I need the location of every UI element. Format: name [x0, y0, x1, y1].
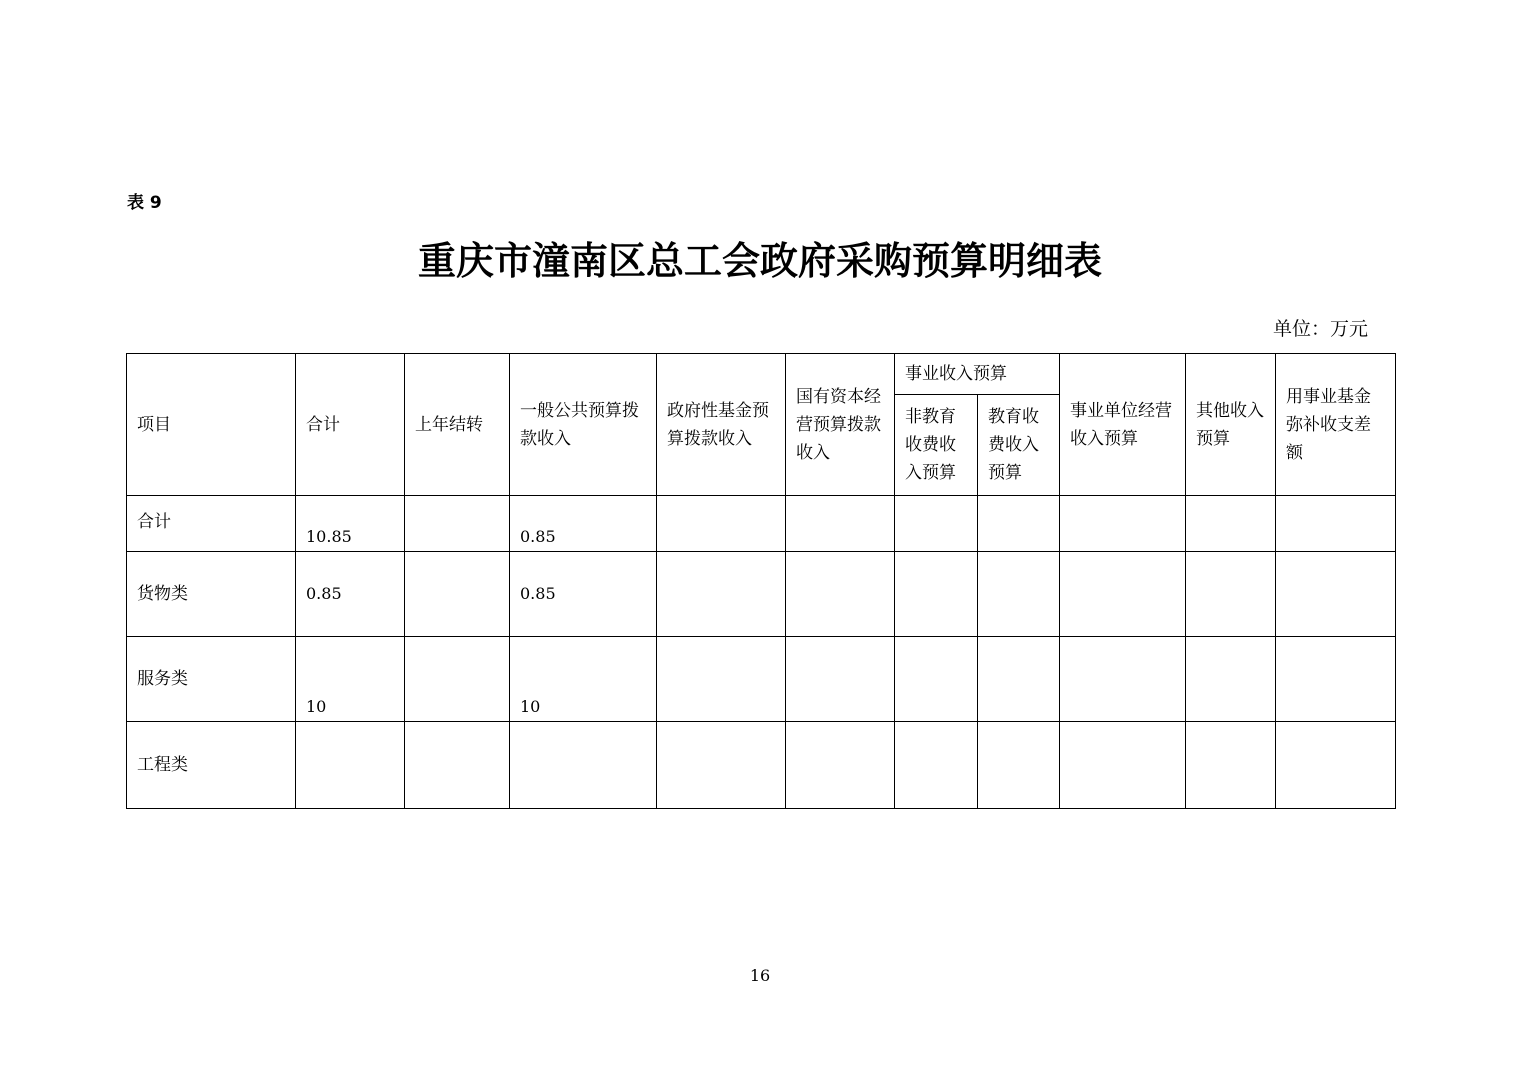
page-number: 16	[749, 966, 771, 985]
table-number-label: 表 9	[127, 193, 162, 213]
document-title: 重庆市潼南区总工会政府采购预算明细表	[417, 239, 1102, 283]
unit-label: 单位：万元	[1272, 318, 1368, 340]
row-item: 工程类	[127, 722, 296, 809]
row-total	[296, 722, 405, 809]
table-row	[127, 637, 1396, 722]
header-total: 合计	[296, 354, 405, 496]
row-general-budget	[510, 722, 657, 809]
row-general-budget: 0.85	[510, 496, 657, 552]
row-item: 合计	[127, 496, 296, 552]
header-fund-offset: 用事业基金弥补收支差额	[1276, 354, 1396, 496]
row-general-budget: 0.85	[510, 552, 657, 637]
header-item: 项目	[127, 354, 296, 496]
header-edu-fee: 教育收费收入预算	[978, 395, 1060, 496]
table-row	[127, 496, 1396, 552]
row-item: 服务类	[127, 637, 296, 722]
header-business-income-group: 事业收入预算	[895, 354, 1060, 395]
header-gov-fund: 政府性基金预算拨款收入	[657, 354, 786, 496]
row-total: 10	[296, 637, 405, 722]
table-row	[127, 552, 1396, 637]
header-general-budget: 一般公共预算拨款收入	[510, 354, 657, 496]
procurement-budget-table	[126, 353, 1396, 809]
header-state-capital: 国有资本经营预算拨款收入	[786, 354, 895, 496]
row-total: 10.85	[296, 496, 405, 552]
header-non-edu-fee: 非教育收费收入预算	[895, 395, 978, 496]
row-total: 0.85	[296, 552, 405, 637]
row-item: 货物类	[127, 552, 296, 637]
table-row	[127, 722, 1396, 809]
header-operating-income: 事业单位经营收入预算	[1060, 354, 1186, 496]
header-other-income: 其他收入预算	[1186, 354, 1276, 496]
header-carryover: 上年结转	[405, 354, 510, 496]
row-general-budget: 10	[510, 637, 657, 722]
